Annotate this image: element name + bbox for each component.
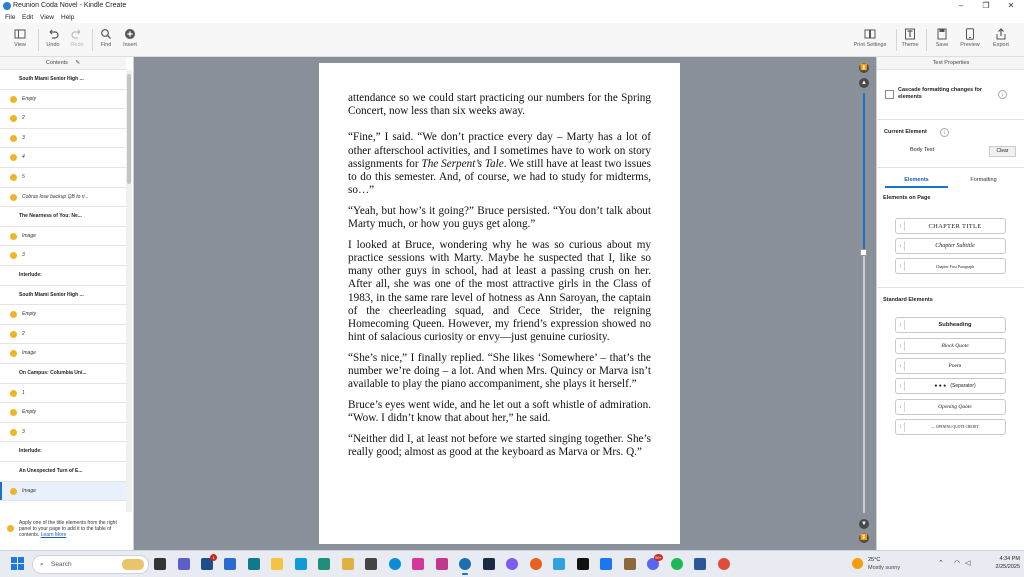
toc-title-item[interactable] <box>0 286 126 306</box>
print-settings-button[interactable]: Print Settings <box>846 25 894 55</box>
element-chapter-title[interactable]: i CHAPTER TITLE <box>895 218 1006 234</box>
separator-dots-icon: ● ● ● <box>934 383 947 389</box>
clear-button[interactable]: Clear <box>989 146 1016 157</box>
toc-item-label: Empty <box>22 409 37 416</box>
info-icon: i <box>900 223 901 228</box>
notification-badge: 99+ <box>655 555 662 560</box>
toc-item-label: 1 <box>22 389 25 396</box>
app-icon[interactable] <box>365 558 377 570</box>
undo-icon <box>42 28 64 42</box>
cascade-checkbox[interactable] <box>885 90 894 99</box>
minimize-button[interactable]: – <box>958 1 964 10</box>
contents-sidebar <box>0 57 134 550</box>
standard-elements-label: Standard Elements <box>883 297 933 303</box>
element-separator[interactable]: i ● ● ● (Separator) <box>895 378 1006 394</box>
firefox-icon[interactable] <box>530 558 542 570</box>
store-icon[interactable] <box>224 558 236 570</box>
info-icon: i <box>900 383 901 388</box>
status-dot-icon <box>10 331 17 338</box>
app-icon[interactable] <box>295 558 307 570</box>
app-icon[interactable] <box>318 558 330 570</box>
kindle-create-taskbar-icon[interactable] <box>459 558 471 570</box>
page-slider-handle[interactable] <box>860 249 867 256</box>
app-icon[interactable] <box>624 558 636 570</box>
status-dot-icon <box>10 154 17 161</box>
element-subheading[interactable]: i Subheading <box>895 317 1006 333</box>
hint-text: Apply one of the title elements from the right panel to your page to add it to the table of contents. <box>19 520 117 538</box>
toc-item[interactable] <box>0 344 126 364</box>
element-block-quote[interactable]: i Block Quote <box>895 338 1006 354</box>
weather-widget[interactable] <box>852 555 922 573</box>
toc-item[interactable] <box>0 109 126 129</box>
app-l-icon[interactable] <box>201 555 215 570</box>
status-dot-icon <box>10 115 17 122</box>
hint-dot-icon <box>7 525 14 532</box>
amazon-icon[interactable] <box>577 558 589 570</box>
element-opening-quote[interactable]: i Opening Quote <box>895 399 1006 415</box>
editor-canvas <box>134 57 876 550</box>
find-button[interactable]: Find <box>96 25 116 55</box>
menu-edit[interactable]: Edit <box>22 14 34 21</box>
sun-icon <box>852 558 863 569</box>
toc-item[interactable] <box>0 384 126 404</box>
toc-item-label: An Unexpected Turn of E... <box>19 468 83 474</box>
taskbar-search[interactable] <box>32 555 149 574</box>
info-icon: i <box>900 263 901 268</box>
contents-header: Contents ✎ <box>0 57 126 70</box>
toc-item[interactable] <box>0 129 126 149</box>
edge-icon[interactable] <box>389 558 401 570</box>
table-of-contents-list <box>0 70 126 512</box>
search-highlight-image <box>122 559 144 570</box>
status-dot-icon <box>10 135 17 142</box>
toc-item-label: 2 <box>22 115 25 122</box>
status-dot-icon <box>10 194 17 201</box>
element-opening-quote-credit[interactable]: i — OPENING QUOTE CREDIT <box>895 419 1006 435</box>
toc-item[interactable] <box>0 325 126 345</box>
view-panel-icon <box>6 28 34 42</box>
info-icon: i <box>900 343 901 348</box>
menu-view[interactable]: View <box>40 14 54 21</box>
toc-item[interactable] <box>0 482 126 502</box>
toc-item[interactable] <box>0 168 126 188</box>
teams-icon[interactable] <box>178 558 190 570</box>
weather-temp: 25°C <box>868 557 881 563</box>
toc-title-item[interactable] <box>0 266 126 286</box>
menu-file[interactable]: File <box>5 14 16 21</box>
toc-item[interactable] <box>0 305 126 325</box>
task-view-icon[interactable] <box>154 558 166 570</box>
status-dot-icon <box>10 488 17 495</box>
toc-title-item[interactable] <box>0 462 126 482</box>
search-placeholder: Search <box>51 561 72 568</box>
status-dot-icon <box>10 409 17 416</box>
elements-on-page-label: Elements on Page <box>883 195 931 201</box>
kindle-create-app-icon <box>3 2 11 10</box>
last-page-button[interactable]: ⏬ <box>860 535 868 541</box>
text-properties-panel <box>876 57 1024 550</box>
page-slider[interactable] <box>863 93 865 513</box>
search-icon <box>96 28 116 42</box>
paragraph[interactable]: I looked at Bruce, wondering why he was so curious about my practice sessions with Marty. Maybe he suspected that I, like so many other guys in school, had at least a passing crush on her. After all, she was one of the most attractive girls in the Class of 1983, in the same rare level of hotness as Ann Saroyan, the captain of the cheerleading squad, and Cece Strider, the reigning Homecoming Queen. However, my friend’s expression showed no hint of salacious curiosity or envy—just genuine curiosity. <box>348 238 651 344</box>
first-page-button[interactable]: ⏫ <box>860 65 868 71</box>
windows-taskbar <box>0 550 1024 577</box>
toc-item-label: Image <box>22 232 36 239</box>
toc-item-label: 4 <box>22 154 25 161</box>
toc-item-label: 2 <box>22 330 25 337</box>
toc-item-label: 3 <box>22 252 25 259</box>
element-chapter-subtitle[interactable]: i Chapter Subtitle <box>895 238 1006 254</box>
status-dot-icon <box>10 311 17 318</box>
status-dot-icon <box>10 96 17 103</box>
tab-elements[interactable]: Elements <box>885 174 948 188</box>
wifi-icon[interactable]: ◠ <box>954 560 961 567</box>
toc-item-label: Empty <box>22 311 37 318</box>
page-text[interactable] <box>348 92 651 467</box>
toc-item-label: 3 <box>22 134 25 141</box>
chevron-up-icon[interactable]: ⌃ <box>938 560 944 567</box>
book-page[interactable] <box>319 63 680 544</box>
export-icon <box>988 28 1014 42</box>
preview-button[interactable]: Preview <box>956 25 984 55</box>
page-navigator <box>859 63 869 543</box>
toc-item-label: Interlude: <box>19 448 42 455</box>
volume-icon[interactable]: ◁ <box>965 560 971 567</box>
toc-title-item[interactable] <box>0 442 126 462</box>
view-button[interactable]: View <box>6 25 34 55</box>
discord-icon[interactable] <box>647 555 662 570</box>
word-icon[interactable] <box>694 558 706 570</box>
info-icon: i <box>900 424 901 429</box>
toc-item-label: Cobras lose backup QB to ri... <box>22 193 89 200</box>
toc-item[interactable] <box>0 148 126 168</box>
toc-title-item[interactable] <box>0 364 126 384</box>
app-icon[interactable] <box>506 558 518 570</box>
notification-badge: 1 <box>210 554 217 561</box>
toc-item-label: The Nearness of You: Ne... <box>19 213 82 220</box>
folder-icon[interactable] <box>342 558 354 570</box>
toc-item-label: Image <box>22 350 36 357</box>
paragraph[interactable]: “Fine,” I said. “We don’t practice every day – Marty has a lot of other afterschool activities, and I sometimes have to work on story assignments for The Serpent’s Tale. We still have at least two issues to do this semester. And, of course, we had to study for midterms, so…” <box>348 131 651 197</box>
maximize-button[interactable]: ❐ <box>982 1 990 10</box>
info-icon: i <box>900 404 901 409</box>
toc-item[interactable] <box>0 90 126 110</box>
undo-button[interactable]: Undo <box>42 25 64 55</box>
plus-circle-icon <box>119 28 141 42</box>
toc-item[interactable] <box>0 188 126 208</box>
info-icon[interactable]: i <box>998 90 1007 99</box>
element-chapter-first-paragraph[interactable]: i Chapter First Paragraph <box>895 258 1006 274</box>
toolbar <box>0 23 1024 57</box>
next-page-button[interactable]: ▼ <box>859 519 869 529</box>
paragraph[interactable]: Bruce’s eyes went wide, and he let out a soft whistle of admiration. “Wow. I didn’t know that about her,” he said. <box>348 399 651 425</box>
toc-item[interactable] <box>0 423 126 443</box>
save-icon <box>930 28 954 42</box>
toc-item-label: South Miami Senior High ... <box>19 291 84 298</box>
status-dot-icon <box>10 429 17 436</box>
cascade-label: Cascade formatting changes for elements <box>898 87 983 100</box>
toc-hint <box>0 515 132 550</box>
info-icon[interactable]: i <box>940 128 949 137</box>
toc-item-label: Empty <box>22 95 37 102</box>
info-icon: i <box>900 243 901 248</box>
chrome-icon[interactable] <box>718 558 730 570</box>
previous-page-button[interactable]: ▲ <box>859 78 869 88</box>
tab-formatting[interactable]: Formatting <box>970 177 997 183</box>
toolbar-divider <box>38 29 39 51</box>
clock-time: 4:34 PM <box>999 556 1020 562</box>
window-title: Reunion Coda Novel - Kindle Create <box>13 2 127 9</box>
app-icon[interactable] <box>248 558 260 570</box>
spotify-icon[interactable] <box>671 558 683 570</box>
toc-item-label: Interlude: <box>19 272 42 278</box>
current-element-value: Body Text <box>910 147 935 153</box>
app-icon[interactable] <box>553 558 565 570</box>
toolbar-divider <box>92 29 93 51</box>
export-button[interactable]: Export <box>988 25 1014 55</box>
status-dot-icon <box>10 390 17 397</box>
toolbar-divider <box>926 29 927 51</box>
toc-item-label: South Miami Senior High ... <box>19 76 84 82</box>
paragraph[interactable]: “She’s nice,” I finally replied. “She likes ‘Somewhere’ – that’s the number we’re doing – a lot. And when Mrs. Quincy or Marva isn’t available to play the piano accompaniment, she plays it herself.” <box>348 351 651 391</box>
toc-title-item[interactable] <box>0 207 126 227</box>
redo-button[interactable]: Redo <box>66 25 88 55</box>
instagram-icon[interactable] <box>436 558 448 570</box>
book-icon <box>846 28 894 42</box>
toc-item-label: 3 <box>22 428 25 435</box>
toc-item[interactable] <box>0 246 126 266</box>
toc-item-label: 5 <box>22 174 25 180</box>
save-button[interactable]: Save <box>930 25 954 55</box>
toc-item[interactable] <box>0 227 126 247</box>
status-dot-icon <box>10 233 17 240</box>
app-icon[interactable] <box>483 558 495 570</box>
status-dot-icon <box>10 350 17 357</box>
instagram-icon[interactable] <box>412 558 424 570</box>
menu-bar <box>0 12 1024 23</box>
search-icon: ⌕ <box>40 561 44 568</box>
title-bar <box>0 0 1024 12</box>
insert-button[interactable]: Insert <box>119 25 141 55</box>
weather-desc: Mostly sunny <box>868 565 901 571</box>
pin-icon[interactable]: ✎ <box>75 60 81 66</box>
paragraph[interactable]: “Neither did I, at least not before we started singing together. She’s really good; almost as good at the keyboard as Marva or Mrs. Q.” <box>348 432 651 459</box>
info-icon: i <box>900 363 901 368</box>
menu-help[interactable]: Help <box>61 14 75 21</box>
scrollbar-thumb[interactable] <box>127 74 131 184</box>
paragraph[interactable]: “Yeah, but how’s it going?” Bruce persisted. “You don’t talk about Marty much, or how you guys get along.” <box>348 204 651 231</box>
status-dot-icon <box>10 252 17 259</box>
toc-item-label: Image <box>22 487 36 494</box>
theme-icon <box>898 28 922 42</box>
toc-title-item[interactable] <box>0 70 126 90</box>
current-element-label: Current Element <box>884 129 927 135</box>
toolbar-divider <box>896 29 897 51</box>
paragraph[interactable]: attendance so we could start practicing our numbers for the Spring Concert, now less than six weeks away. <box>348 92 651 118</box>
close-button[interactable]: ✕ <box>1007 1 1015 10</box>
toc-item-label: On Campus: Columbia Uni... <box>19 370 87 376</box>
text-properties-header: Text Properties <box>877 57 1024 70</box>
theme-button[interactable]: Theme <box>898 25 922 55</box>
status-dot-icon <box>10 174 17 181</box>
clock-date: 2/25/2025 <box>995 564 1020 570</box>
tablet-icon <box>956 28 984 42</box>
info-icon: i <box>900 322 901 327</box>
redo-icon <box>66 28 88 42</box>
element-poem[interactable]: i Poem <box>895 358 1006 374</box>
toc-item[interactable] <box>0 403 126 423</box>
learn-more-link[interactable]: Learn More <box>40 532 67 538</box>
start-button[interactable] <box>11 557 25 571</box>
clock[interactable] <box>978 555 1020 571</box>
facebook-icon[interactable] <box>600 558 612 570</box>
file-explorer-icon[interactable] <box>271 558 283 570</box>
contents-scrollbar[interactable] <box>126 70 132 512</box>
